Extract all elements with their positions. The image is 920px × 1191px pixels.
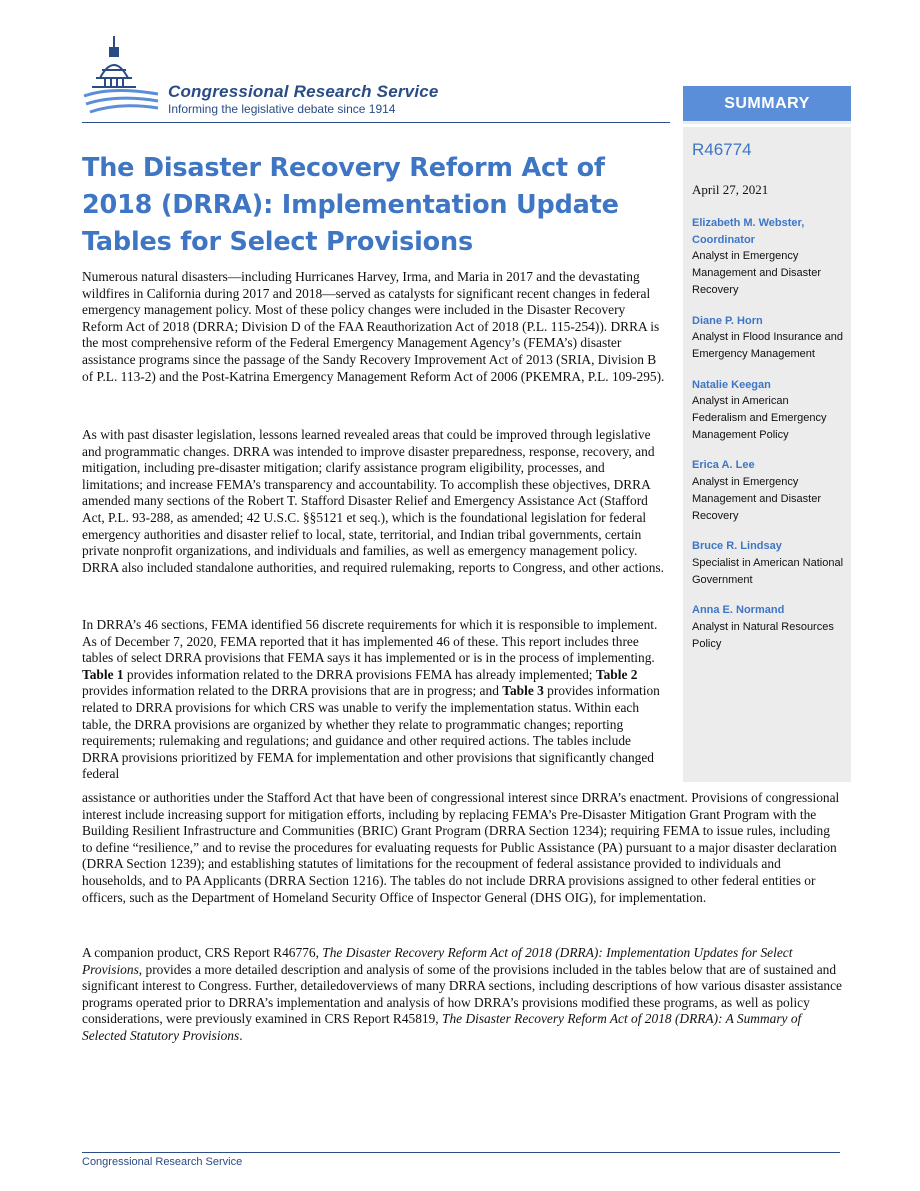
summary-paragraph-3: [82, 617, 667, 783]
footer-text: Congressional Research Service: [82, 1156, 243, 1168]
table-3-reference: Table 3: [502, 683, 544, 699]
capitol-dome-icon: [82, 34, 162, 126]
sidebar-divider: [683, 124, 851, 127]
author-entry: [692, 457, 846, 524]
paragraph-text: provides information related to the DRRA provisions that are in progress; and: [82, 683, 503, 699]
paragraph-text: .: [239, 1027, 243, 1043]
author-name: Anna E. Normand: [692, 604, 785, 617]
author-name: Bruce R. Lindsay: [692, 540, 782, 553]
report-title: The Disaster Recovery Reform Act of 2018 (DRRA): Implementation Update Tables for Select Provisions: [82, 153, 619, 257]
author-role: Analyst in Emergency Management and Disaster Recovery: [692, 476, 822, 522]
author-entry: [692, 313, 846, 363]
author-role: Analyst in Natural Resources Policy: [692, 621, 834, 650]
summary-label: SUMMARY: [683, 86, 851, 121]
author-role: Analyst in Flood Insurance and Emergency Management: [692, 331, 844, 360]
author-name: Diane P. Horn: [692, 314, 763, 327]
paragraph-text: , provides a more detailed description and analysis of some of the provisions included in the tables below that are of sustained and significant interest to Congress. Further, detailedoverviews of many DRRA sections, including descriptions of how various disaster assistance programs operated prior to DRRA’s implementation and analysis of how DRRA’s provisions modified these programs, as well as policy considerations, were previously examined in CRS Report R45819,: [82, 961, 842, 1027]
author-name: Erica A. Lee: [692, 459, 755, 472]
author-role: Specialist in American National Government: [692, 556, 844, 586]
author-entry: [692, 215, 846, 299]
author-list: [692, 215, 846, 666]
footer-divider: [82, 1152, 840, 1153]
author-entry: [692, 538, 846, 588]
summary-paragraph-2: As with past disaster legislation, lessons learned revealed areas that could be improved through legislative and programmatic changes. DRRA was intended to improve disaster preparedness, response, recovery, and mitigation, including pre-disaster mitigation; clarify assistance program eligibility, processes, and limitations; and increase FEMA’s transparency and accountability. To accomplish these objectives, DRRA amended many sections of the Robert T. Stafford Disaster Relief and Emergency Assistance Act (Stafford Act, P.L. 93-288, as amended; 42 U.S.C. §§5121 et seq.), which is the foundational legislation for federal emergency authorities and disaster relief to local, state, territorial, and Indian tribal governments, certain private nonprofit organizations, and individuals and families, as well as emergency management policy. DRRA also included standalone authorities, and required rulemaking, reports to Congress, and other actions.: [82, 427, 664, 575]
paragraph-text: In DRRA’s 46 sections, FEMA identified 56 discrete requirements for which it is responsible to implement. As of December 7, 2020, FEMA reported that it has implemented 46 of these. This report includes three tables of select DRRA provisions that FEMA says it has implemented or is in the process of implementing.: [82, 617, 658, 666]
author-name: Elizabeth M. Webster, Coordinator: [692, 217, 805, 246]
report-number: R46774: [692, 140, 752, 159]
org-tagline: Informing the legislative debate since 1914: [168, 102, 396, 116]
prior-report-title: The Disaster Recovery Reform Act of 2018 (DRRA): A Summary of Selected Statutory Provisions: [82, 1011, 802, 1043]
table-2-reference: Table 2: [595, 666, 638, 682]
author-role: Analyst in Emergency Management and Disaster Recovery: [692, 250, 822, 296]
summary-paragraph-4: [82, 945, 842, 1045]
author-role: Analyst in American Federalism and Emergency Management Policy: [692, 395, 827, 441]
companion-report-title: The Disaster Recovery Reform Act of 2018 (DRRA): Implementation Updates for Select Provisions: [82, 945, 793, 977]
paragraph-text: provides information related to DRRA provisions for which CRS was unable to verify the implementation status. Within each table, the DRRA provisions are organized by whether they relate to programmatic changes; reporting requirements; rulemaking and regulations; and guidance and other required actions. The tables include DRRA provisions prioritized by FEMA for implementation and other provisions that significantly changed federal: [82, 683, 660, 782]
header-divider: [82, 122, 670, 123]
table-1-reference: Table 1: [82, 666, 124, 682]
report-date: April 27, 2021: [692, 182, 769, 197]
summary-paragraph-3-continued: assistance or authorities under the Stafford Act that have been of congressional interest since DRRA’s enactment. Provisions of congressional interest include increasing support for mitigation efforts, including by replacing FEMA’s Pre-Disaster Mitigation Grant Program with the Building Resilient Infrastructure and Communities (BRIC) Grant Program (DRRA Section 1234); requiring FEMA to issue rules, including to define “resilience,” and to revise the procedures for evaluating requests for Public Assistance (PA) pursuant to a major disaster declaration (DRRA Section 1239); and establishing statutes of limitations for the recoupment of federal assistance provided to individuals and households, and to PA Applicants (DRRA Section 1216). The tables do not include DRRA provisions assigned to other federal entities or officers, such as the Department of Homeland Security Office of Inspector General (DHS OIG), for implementation.: [82, 790, 840, 905]
author-entry: [692, 602, 846, 652]
org-name: Congressional Research Service: [168, 82, 439, 101]
crs-logo: [82, 34, 682, 126]
author-entry: [692, 377, 846, 444]
author-name: Natalie Keegan: [692, 378, 771, 391]
paragraph-text: A companion product, CRS Report R46776,: [82, 945, 323, 960]
summary-paragraph-1: Numerous natural disasters—including Hurricanes Harvey, Irma, and Maria in 2017 and the devastating wildfires in California during 2017 and 2018—served as catalysts for significant recent changes in federal emergency management policy. Most of these policy changes were included in the Disaster Recovery Reform Act of 2018 (DRRA; Division D of the FAA Reauthorization Act of 2018 (P.L. 115-254)). DRRA is the most comprehensive reform of the Federal Emergency Management Agency’s (FEMA’s) disaster assistance programs since the passage of the Sandy Recovery Improvement Act of 2013 (SRIA, Division B of P.L. 113-2) and the Post-Katrina Emergency Management Reform Act of 2006 (PKEMRA, P.L. 109-295).: [82, 269, 665, 384]
paragraph-text: provides information related to the DRRA provisions FEMA has already implemented;: [123, 666, 596, 682]
